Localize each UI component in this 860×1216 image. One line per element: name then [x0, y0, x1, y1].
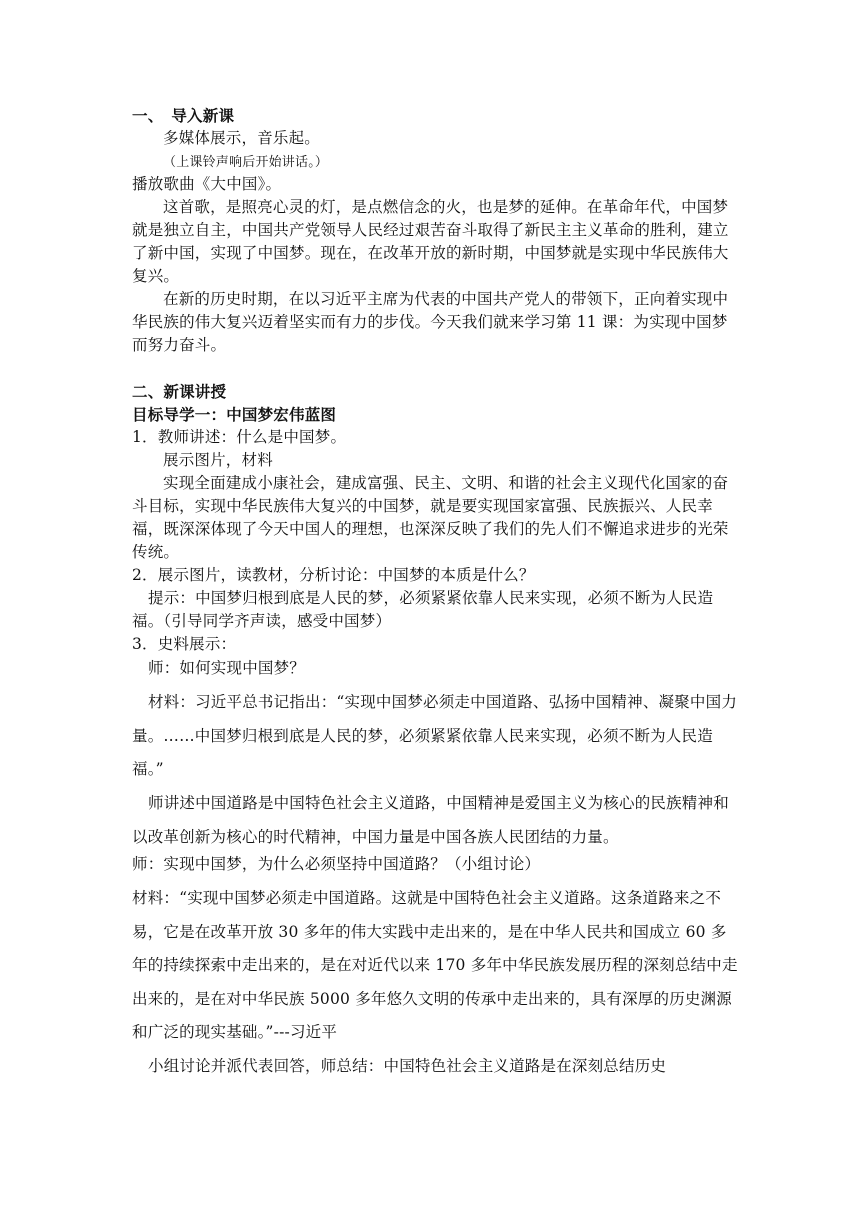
section1-para-song: 播放歌曲《大中国》。: [132, 175, 282, 193]
section1-heading: 一、 导入新课: [132, 106, 235, 125]
question-why: 师：实现中国梦，为什么必须坚持中国道路？（小组讨论）: [132, 855, 541, 873]
item1-heading: 1．教师讲述：什么是中国梦。: [132, 428, 347, 446]
group-summary: 小组讨论并派代表回答，师总结：中国特色社会主义道路是在深刻总结历史: [148, 1057, 667, 1075]
item2-heading: 2．展示图片，读教材，分析讨论：中国梦的本质是什么？: [132, 566, 535, 584]
section2-heading: 二、新课讲授: [132, 382, 227, 401]
section1-para-intro: 这首歌，是照亮心灵的灯，是点燃信念的火，也是梦的延伸。在革命年代，中国梦就是独立自主，中国共产党领导人民经过艰苦奋斗取得了新民主主义革命的胜利，建立了新中国，实现了中国梦。现在，在改革开放的新时期，中国梦就是实现中华民族伟大复兴。: [132, 198, 729, 285]
question-how: 师：如何实现中国梦？: [148, 659, 306, 677]
section1-note: （上课铃声响后开始讲话。）: [163, 155, 329, 170]
item1-text: 实现全面建成小康社会，建成富强、民主、文明、和谐的社会主义现代化国家的奋斗目标，实现中华民族伟大复兴的中国梦，就是要实现国家富强、民族振兴、人民幸福，既深深体现了今天中国人的理想，也深深反映了我们的先人们不懈追求进步的光荣传统。: [132, 474, 729, 561]
item3-heading: 3．史料展示：: [132, 635, 237, 653]
item2-hint: 提示：中国梦归根到底是人民的梦，必须紧紧依靠人民来实现，必须不断为人民造福。（引导同学齐声读，感受中国梦）: [132, 589, 714, 630]
material-quote-2: 材料：“实现中国梦必须走中国道路。这就是中国特色社会主义道路。这条道路来之不易，它是在改革开放 30 多年的伟大实践中走出来的，是在中华人民共和国成立 60 多年的持续探索中走出来的，是在对近代以来 170 多年中华民族发展历程的深刻总结中走出来的，是在对中华民族 5000 多年悠久文明的传承中走出来的，具有深厚的历史渊源和广泛的现实基础。”---习近平: [132, 889, 738, 1041]
section2-subheading: 目标导学一：中国梦宏伟蓝图: [132, 405, 337, 424]
section1-para-lesson: 在新的历史时期，在以习近平主席为代表的中国共产党人的带领下，正向着实现中华民族的伟大复兴迈着坚实而有力的步伐。今天我们就来学习第 11 课：为实现中国梦而努力奋斗。: [132, 290, 729, 354]
item1-sub: 展示图片，材料: [163, 451, 273, 469]
material-quote-1: 材料：习近平总书记指出：“实现中国梦必须走中国道路、弘扬中国精神、凝聚中国力量。……中国梦归根到底是人民的梦，必须紧紧依靠人民来实现，必须不断为人民造福。”: [132, 693, 738, 778]
teacher-explanation: 师讲述中国道路是中国特色社会主义道路，中国精神是爱国主义为核心的民族精神和以改革创新为核心的时代精神，中国力量是中国各族人民团结的力量。: [132, 794, 729, 846]
section1-para-media: 多媒体展示，音乐起。: [163, 129, 321, 147]
